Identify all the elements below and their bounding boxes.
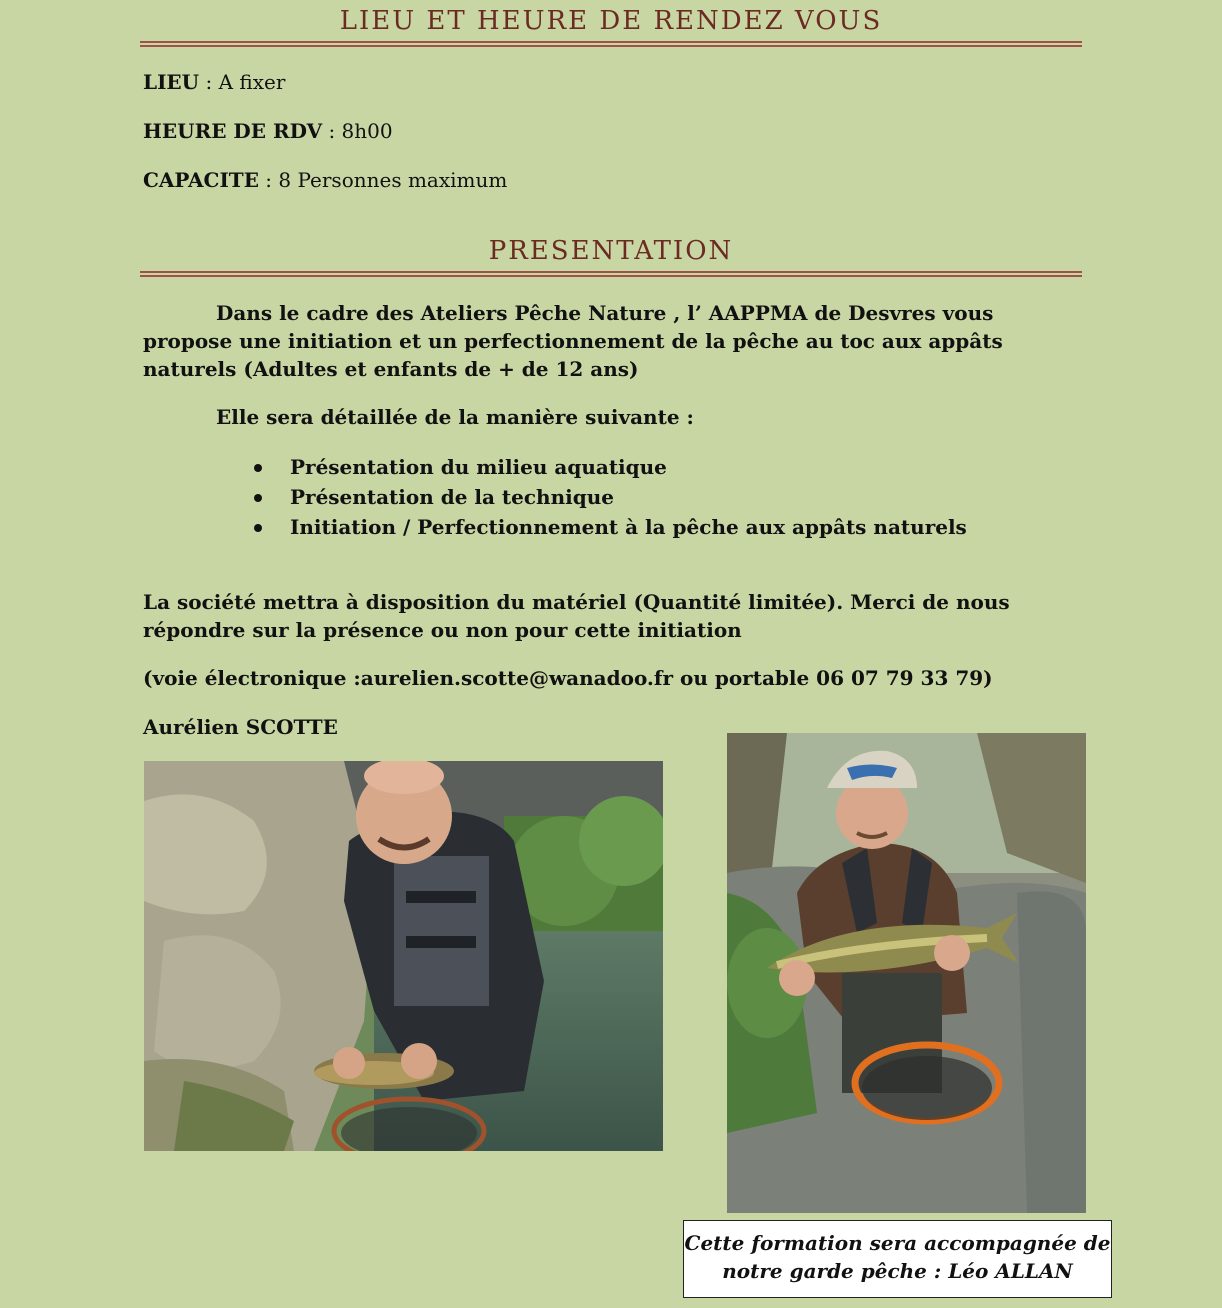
presentation-list xyxy=(248,452,967,542)
rdv-heure-label: HEURE DE RDV xyxy=(143,119,323,143)
section-divider xyxy=(140,271,1082,277)
rdv-capacite-label: CAPACITE xyxy=(143,168,259,192)
list-item xyxy=(248,482,967,512)
bullet-icon xyxy=(254,464,262,472)
photo-angler-allan-image xyxy=(727,733,1086,1213)
list-item xyxy=(248,512,967,542)
list-item-text: Initiation / Perfectionnement à la pêche aux appâts naturels xyxy=(290,515,967,539)
rdv-lieu-label: LIEU xyxy=(143,70,200,94)
list-item xyxy=(248,452,967,482)
rdv-lieu xyxy=(143,70,285,94)
photo-angler-scotte xyxy=(144,761,663,1151)
presentation-intro: Dans le cadre des Ateliers Pêche Nature , l’ AAPPMA de Desvres vous propose une initiation et un perfectionnement de la pêche au toc aux appâts naturels (Adultes et enfants de + de 12 ans) xyxy=(143,301,1003,381)
rdv-capacite xyxy=(143,168,507,192)
photo-angler-allan xyxy=(727,733,1086,1213)
section-title-rdv: LIEU ET HEURE DE RENDEZ VOUS xyxy=(339,6,883,36)
rdv-lieu-value: : A fixer xyxy=(199,70,286,94)
presentation-detail-intro: Elle sera détaillée de la manière suivante : xyxy=(216,405,694,429)
signature: Aurélien SCOTTE xyxy=(143,715,338,739)
contact-line: (voie électronique :aurelien.scotte@wanadoo.fr ou portable 06 07 79 33 79) xyxy=(143,666,993,690)
guard-caption: Cette formation sera accompagnée de notre garde pêche : Léo ALLAN xyxy=(683,1220,1112,1298)
rdv-heure xyxy=(143,119,393,143)
bullet-icon xyxy=(254,524,262,532)
rdv-capacite-value: : 8 Personnes maximum xyxy=(258,168,508,192)
rdv-heure-value: : 8h00 xyxy=(322,119,393,143)
list-item-text: Présentation du milieu aquatique xyxy=(290,455,667,479)
materiel-paragraph: La société mettra à disposition du matériel (Quantité limitée). Merci de nous répondre sur la présence ou non pour cette initiation xyxy=(143,590,1010,642)
bullet-icon xyxy=(254,494,262,502)
photo-angler-scotte-image xyxy=(144,761,663,1151)
list-item-text: Présentation de la technique xyxy=(290,485,614,509)
section-divider xyxy=(140,41,1082,47)
section-title-presentation: PRESENTATION xyxy=(488,236,734,266)
